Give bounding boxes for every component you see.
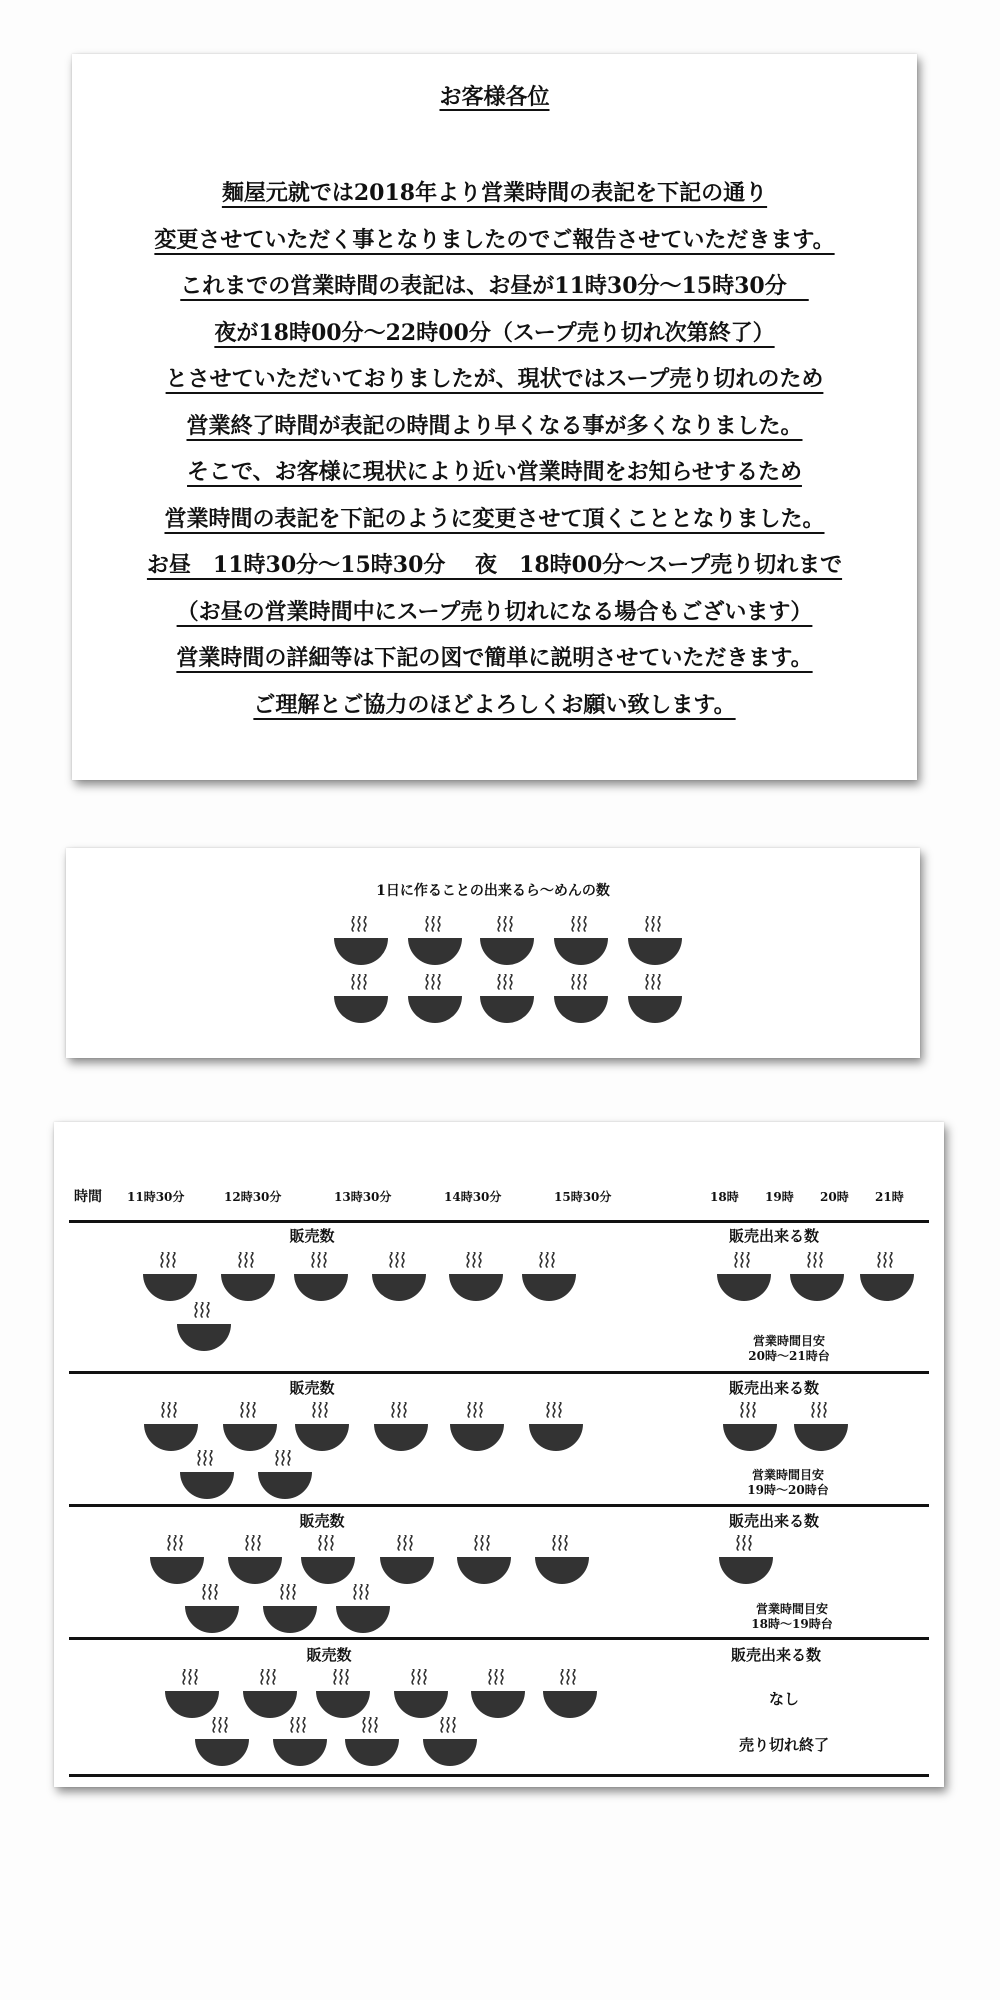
- ramen-bowl-icon: [789, 1252, 845, 1310]
- ramen-bowl-icon: [407, 974, 463, 1032]
- ramen-bowl-icon: [407, 916, 463, 974]
- ramen-bowl-icon: [553, 974, 609, 1032]
- time-label: 11時30分: [127, 1190, 185, 1204]
- ramen-bowl-icon: [553, 916, 609, 974]
- divider: [69, 1220, 929, 1223]
- ramen-bowl-icon: [470, 1669, 526, 1727]
- ramen-bowl-icon: [542, 1669, 598, 1727]
- capacity-title: 1日に作ることの出来るら～めんの数: [376, 883, 610, 899]
- notice-line: 変更させていただく事となりましたのでご報告させていただきます。: [154, 226, 835, 253]
- sold-label: 販売数: [306, 1646, 352, 1664]
- time-label: 20時: [820, 1190, 849, 1204]
- notice-line: 麺屋元就では2018年より営業時間の表記を下記の通り: [221, 180, 768, 206]
- guide-text: 営業時間目安 19時～20時台: [747, 1468, 829, 1497]
- soldout-text: 売り切れ終了: [738, 1736, 830, 1754]
- time-label: 13時30分: [334, 1190, 392, 1204]
- ramen-bowl-icon: [333, 974, 389, 1032]
- ramen-bowl-icon: [272, 1717, 328, 1775]
- ramen-bowl-icon: [422, 1717, 478, 1775]
- ramen-bowl-icon: [371, 1252, 427, 1310]
- time-label: 21時: [875, 1190, 904, 1204]
- ramen-bowl-icon: [521, 1252, 577, 1310]
- ramen-bowl-icon: [456, 1535, 512, 1593]
- notice-body: [72, 170, 917, 728]
- time-label: 12時30分: [224, 1190, 282, 1204]
- sold-label: 販売数: [289, 1227, 335, 1245]
- notice-line: とさせていただいておりましたが、現状ではスープ売り切れのため: [165, 366, 824, 392]
- time-label: 15時30分: [554, 1190, 612, 1204]
- ramen-bowl-icon: [373, 1402, 429, 1460]
- ramen-bowl-icon: [176, 1302, 232, 1360]
- ramen-bowl-icon: [627, 916, 683, 974]
- ramen-bowl-icon: [179, 1450, 235, 1508]
- notice-line: 営業時間の詳細等は下記の図で簡単に説明させていただきます。: [176, 645, 813, 671]
- notice-line: ご理解とご協力のほどよろしくお願い致します。: [253, 691, 736, 718]
- ramen-bowl-icon: [479, 916, 535, 974]
- ramen-bowl-icon: [335, 1584, 391, 1642]
- ramen-bowl-icon: [257, 1450, 313, 1508]
- time-label: 19時: [765, 1190, 794, 1204]
- ramen-bowl-icon: [449, 1402, 505, 1460]
- ramen-bowl-icon: [262, 1584, 318, 1642]
- ramen-bowl-icon: [479, 974, 535, 1032]
- ramen-bowl-icon: [293, 1252, 349, 1310]
- available-label: 販売出来る数: [728, 1379, 820, 1397]
- ramen-bowl-icon: [333, 916, 389, 974]
- ramen-bowl-icon: [859, 1252, 915, 1310]
- ramen-bowl-icon: [184, 1584, 240, 1642]
- ramen-bowl-icon: [722, 1402, 778, 1460]
- notice-line: お昼 11時30分～15時30分 夜 18時00分～スープ売り切れまで: [146, 552, 843, 578]
- notice-title: お客様各位: [439, 84, 550, 110]
- available-label: 販売出来る数: [730, 1646, 822, 1664]
- ramen-bowl-icon: [344, 1717, 400, 1775]
- capacity-card: [66, 848, 920, 1058]
- notice-card: [72, 54, 917, 780]
- guide-text: 営業時間目安 20時～21時台: [748, 1334, 830, 1363]
- hours-card: [54, 1122, 944, 1787]
- divider: [69, 1371, 929, 1374]
- notice-line: そこで、お客様に現状により近い営業時間をお知らせするため: [187, 459, 802, 485]
- ramen-bowl-icon: [194, 1717, 250, 1775]
- available-label: 販売出来る数: [728, 1512, 820, 1530]
- ramen-bowl-icon: [716, 1252, 772, 1310]
- guide-text: 営業時間目安 18時～19時台: [751, 1602, 833, 1631]
- notice-line: （お昼の営業時間中にスープ売り切れになる場合もございます）: [176, 598, 813, 625]
- available-label: 販売出来る数: [728, 1227, 820, 1245]
- notice-line: 営業時間の表記を下記のように変更させて頂くこととなりました。: [164, 505, 825, 532]
- ramen-bowl-icon: [627, 974, 683, 1032]
- ramen-bowl-icon: [534, 1535, 590, 1593]
- ramen-bowl-icon: [528, 1402, 584, 1460]
- notice-line: 営業終了時間が表記の時間より早くなる事が多くなりました。: [186, 412, 803, 439]
- time-label: 18時: [710, 1190, 739, 1204]
- time-label: 14時30分: [444, 1190, 502, 1204]
- sold-label: 販売数: [289, 1379, 335, 1397]
- time-header: 時間: [74, 1189, 102, 1205]
- notice-line: 夜が18時00分～22時00分（スープ売り切れ次第終了）: [214, 319, 775, 346]
- none-text: なし: [768, 1690, 800, 1708]
- ramen-bowl-icon: [793, 1402, 849, 1460]
- ramen-bowl-icon: [718, 1535, 774, 1593]
- ramen-bowl-icon: [448, 1252, 504, 1310]
- sold-label: 販売数: [299, 1512, 345, 1530]
- notice-line: これまでの営業時間の表記は、お昼が11時30分～15時30分: [180, 273, 809, 299]
